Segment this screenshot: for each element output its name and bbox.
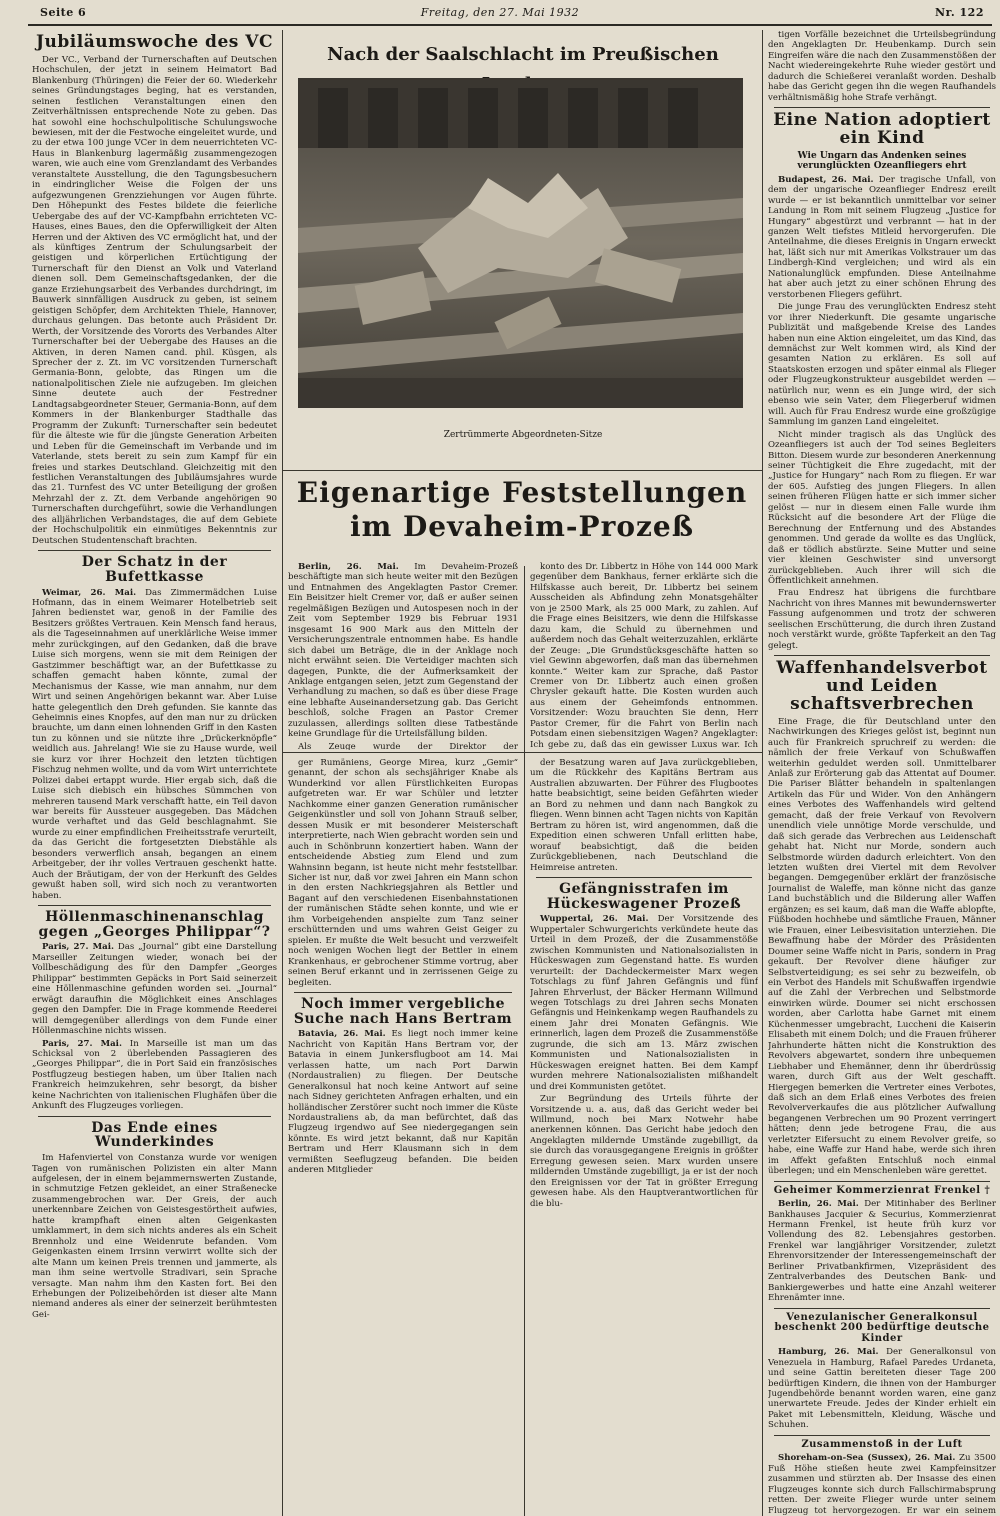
lower-center-column-1 bbox=[288, 758, 518, 1516]
dateline: Batavia, 26. Mai. bbox=[298, 1029, 386, 1040]
article-text: Frau Endresz hat übrigens die furchtbare Nachricht von ihres Mannes mit bewundernswerter Fassung aufgenommen und trotz der schweren seelischen Erschütterung, die durch ihren Zustand noch verstärkt wurde, größte Tapferkeit an den Tag gelegt. bbox=[768, 588, 996, 651]
parliament-photo bbox=[298, 78, 743, 408]
article-text: Die junge Frau des verunglückten Endresz steht vor ihrer Niederkunft. Die gesamte ungarische Publizität und maßgebende Kreise des Landes haben nun eine Aktion eingeleitet, um das Kind, das demnächst zur Welt kommen wird, als Kind der gesamten Nation zu erklären. Es soll auf Staatskosten erzogen und später einmal als Flieger oder Flugzeugkonstrukteur ausgebildet werden — natürlich nur, wenn es ein Junge wird, der sich ebenso wie sein Vater, dem Fliegerberuf widmen will. Auch für Frau Endresz wurde eine großzügige Sammlung im ganzen Land eingeleitet. bbox=[768, 302, 996, 428]
article-divider bbox=[38, 905, 271, 906]
article-text: Zur Begründung des Urteils führte der Vorsitzende u. a. aus, daß das Gericht weder bei Willmund, noch bei Marx Notwehr habe anerkennen können. Das Gericht habe jedoch den Angeklagten mildernde Umstände zugebilligt, da sie durch das vorausgegangene Ereignis in größter Erregung gewesen seien. Marx wurden unsere mildernden Umstände zugebilligt, ja er ist der noch den Ereignissen vor der Tat in größter Erregung gewesen habe. Als den Hauptverantwortlichen für die blu- bbox=[530, 1094, 758, 1209]
section-rule bbox=[282, 752, 762, 753]
main-headline bbox=[282, 476, 762, 544]
article-divider bbox=[774, 107, 990, 108]
article-divider bbox=[294, 992, 512, 993]
article-text: Paris, 27. Mai. In Marseille ist man um das Schicksal von 2 überlebenden Passagieren des „Georges Philippar“, die in Port Said ein französisches Postflugzeug bestiegen haben, um über Italien nach Frankreich heimzukehren, sehr besorgt, da bisher keine Nachrichten von italienischen Flughäfen über die Ankunft des Flugzeuges vorliegen. bbox=[32, 1038, 277, 1112]
lower-center-column-2 bbox=[530, 758, 758, 1516]
article-text: ger Rumäniens, George Mirea, kurz „Gemir“ genannt, der schon als sechsjähriger Knabe als Wunderkind vor allen Fürstlichkeiten Europas aufgetreten war. Er war Schüler und letzter Nachkomme einer ganzen Generation rumänischer Geigenkünstler und soll von Johann Strauß selber, dessen Musik er mit besonderer Meisterschaft interpretierte, nach Wien gebracht worden sein und auch in Schönbrunn konzertiert haben. Wann der entscheidende Abstieg zum Elend und zum Wahnsinn begann, ist heute nicht mehr feststellbar. Sicher ist nur, daß vor zwei Jahren ein Mann schon in den ersten Nachkriegsjahren als Bettler und Bagant auf den verschiedenen Eisenbahnstationen der rumänischen Städte sehen konnte, und wie er ihm Vorbeigehenden anspielte zum Tanz seiner erschütternden und ums wahren Geist Geiger zu spielen. Er mußte die Welt besucht und verzweifelt noch wenigen Wochen liegt der Bettler in einem Krankenhaus, er gebrochener Stimme vortrug, aber seinen Beruf erkannt und in zerrissenen Geige zu begleiten. bbox=[288, 758, 518, 988]
article-text: Hamburg, 26. Mai. Der Generalkonsul von Venezuela in Hamburg, Rafael Paredes Urdaneta, und seine Gattin bereiteten dieser Tage 200 bedürftigen Kindern, die ihnen von der Hamburger Jugendbehörde benannt worden waren, eine ganz unerwartete Freude. Jedes der Kinder erhielt ein Paket mit Lebensmitteln, Kleidung, Wäsche und Schuhen. bbox=[768, 1347, 996, 1431]
column-rule bbox=[524, 566, 525, 1516]
article-divider bbox=[774, 1435, 990, 1436]
article-text: tigen Vorfälle bezeichnet die Urteilsbegründung den Angeklagten Dr. Heubenkamp. Durch sein Eingreifen wäre die nach den Zusammenstößen der Nacht wiedereingekehrte Ruhe wieder gestört und dadurch die Schießerei veranlaßt worden. Deshalb habe das Gericht gegen ihn die wegen Raufhandels verhältnismäßig hohe Strafe verhängt. bbox=[768, 30, 996, 103]
article-divider bbox=[774, 1308, 990, 1309]
article-subheadline: Wie Ungarn das Andenken seines verunglückten Ozeanfliegers ehrt bbox=[797, 150, 967, 172]
dateline: Berlin, 26. Mai. bbox=[298, 562, 399, 572]
article-headline: Der Schatz in der Bufettkasse bbox=[81, 554, 228, 585]
issue-date: Freitag, den 27. Mai 1932 bbox=[420, 6, 580, 19]
photo-feature bbox=[288, 40, 758, 466]
photo-caption: Zertrümmerte Abgeordneten-Sitze bbox=[443, 430, 603, 440]
article-divider bbox=[536, 877, 752, 878]
article-headline: Waffenhandelsverbot und Leiden schaftsverbrechen bbox=[776, 658, 988, 714]
dateline: Paris, 27. Mai. bbox=[42, 1038, 122, 1049]
article-headline: Jubiläumswoche des VC bbox=[36, 32, 273, 52]
column-rule bbox=[762, 30, 763, 1516]
dateline: Shoreham-on-Sea (Sussex), 26. Mai. bbox=[778, 1453, 956, 1464]
article-text: Budapest, 26. Mai. Der tragische Unfall, von dem der ungarische Ozeanflieger Endresz ereilt wurde — er ist bekanntlich unmittelbar vor seiner Landung in Rom mit seinem Flugzeug „Justice for Hungary“ abgestürzt und verbrannt — hat in der ganzen Welt tiefstes Mitleid hervorgerufen. Die Anteilnahme, die dieses Ereignis in Ungarn erweckt hat, läßt sich nur mit Amerikas Volkstrauer um das Lindbergh-Kind vergleichen; und wird als ein Nationalunglück empfunden. Diese Anteilnahme hat aber auch jetzt zu einer schönen Ehrung des verstorbenen Fliegers geführt. bbox=[768, 174, 996, 300]
dateline: Weimar, 26. Mai. bbox=[42, 587, 137, 598]
main-headline-line1: Eigenartige Feststellungen bbox=[296, 476, 748, 509]
dateline: Berlin, 26. Mai. bbox=[778, 1199, 859, 1210]
article-divider bbox=[774, 655, 990, 656]
masthead-rule bbox=[28, 24, 992, 26]
article-text: Shoreham-on-Sea (Sussex), 26. Mai. Zu 3500 Fuß Höhe stießen heute zwei Kampfeinsitzer zusammen und stürzten ab. Der Insasse des einen Flugzeuges konnte sich durch Fallschirmabsprung retten. Der zweite Flieger wurde unter seinem Flugzeug tot hervorgezogen. Er war ein seinem bbox=[768, 1453, 996, 1516]
article-text: Eine Frage, die für Deutschland unter den Nachwirkungen des Krieges gelöst ist, beginnt nun auch für Frankreich spruchreif zu werden: die nämlich der freie Verkauf von Schußwaffen weiterhin geduldet werden soll. Unmittelbarer Anlaß zur Erörterung gab das Attentat auf Doumer. Die Pariser Blätter behandeln in spaltenlangen Artikeln das Für und Wider. Von den Anhängern eines Verbotes des Waffenhandels wird geltend gemacht, daß der freie Verkauf von Revolvern unendlich viele unnötige Morde verschulde, und daß sich gerade das Verbrechen aus Leidenschaft gehabt hat. Nicht nur Morde, sondern auch Selbstmorde würden dadurch erleichtert. Von den letzten wußten drei Viertel mit dem Revolver begangen. Demgegenüber erklärt der französische Journalist de Waleffe, man könne nicht das ganze Land buchstäblich und die Bilderung aller Waffen ergänzen; es sei kaum, daß man die Waffe ablopfte, Füßboden hochhebe und sämtliche Frauen, Männer wie Frauen, einer Leibesvisitation unterziehen. Die Bewaffnung habe der Mörder des Präsidenten Doumer seine Waffe nicht in Paris, sondern in Prag gekauft. Der Revolver diene häufiger zur Selbstverteidigung; es sei sehr zu bezweifeln, ob ein Verbot des Handels mit Schußwaffen irgendwie auf die Zahl der Verbrechen und Selbstmorde einwirken würde. Doumer sei nicht erschossen worden, aber Carlotta habe Garnet mit einem Küchenmesser umgebracht, Luccheni die Kaiserin Elisabeth mit einem Dolch; und die Frauen früherer Jahrhunderte hätten nicht die Konstruktion des Revolvers abgewartet, sondern ihre unbequemen Liebhaber und Ehemänner, denn ihr überdrüssig waren, durch Gift aus der Welt geschafft. Hiergegen bemerken die Vertreter eines Verbotes, daß sich an dem Erlaß eines Verbotes des freien Revolververkaufes die aus plötzlicher Aufwallung begangenen Verbrechen um 90 Prozent verringert hätten; denn jede betrogene Frau, die aus verletzter Eifersucht zu einem Revolver greife, so habe, eine Waffe zur Hand habe, werde sich ihren im Affekt gefaßten Entschluß noch einmal überlegen; und ein Menschenleben wäre gerettet. bbox=[768, 716, 996, 1177]
article-text: Der VC., Verband der Turnerschaften auf Deutschen Hochschulen, der jetzt in seinem Heimatort Bad Blankenburg (Thüringen) die Feier der 60. Wiederkehr seines Gründungstages beging, hat es verstanden, seinen festlichen Veranstaltungen einen den Zeitverhältnissen entsprechende Note zu geben. Das hat sowohl eine hochschulpolitische Schulungswoche bewiesen, mit der die Festwoche eingeleitet wurde, und zu der etwa 100 junge VCer in dem neuerrichteten VC-Haus in Blankenburg lagermäßig zusammengezogen waren, wie auch eine vom Grenzlandamt des Verbandes veranstaltete Ausstellung, die den Tagungsbesuchern in eindringlicher Weise die Folgen der uns aufgezwungenen Grenzziehungen vor Augen führte. Den Höhepunkt des Festes bildete die feierliche Uebergabe des auf der VC-Kampfbahn errichteten VC-Hauses, eines Baues, den die Opferwilligkeit der Alten Herren und der Aktiven des VC ermöglicht hat, und der als künftiges Zentrum der Schulungsarbeit der geistigen und körperlichen Ertüchtigung der Turnerschaft für den Dienst an Volk und Vaterland dienen soll. Dem Gemeinschaftsgedanken, der die ganze Erziehungsarbeit des Verbandes durchdringt, im Bauwerk sinnfälligen Ausdruck zu geben, ist seinem geistigen Schöpfer, dem Architekten Thiele, Hannover, durchaus gelungen. Das betonte auch Präsident Dr. Werth, der Vorsitzende des Vororts des Verbandes Alter Turnerschafter bei der Uebergabe des Hauses an die Aktiven, in deren Namen cand. phil. Küsgen, als Sprecher der z. Zt. im VC vorsitzenden Turnerschaft Germania-Bonn, gelobte, das Ringen um die nationalpolitischen Ziele nie aufzugeben. Im gleichen Sinne deutete auch der Festredner Landtagsabgeordneter Steuer, Germania-Bonn, auf dem Kommers in der Blankenburger Stadthalle das Programm der Zukunft: Turnerschafter sein bedeutet für die älteste wie für die jüngste Generation Arbeiten und Leben für die Gemeinschaft im Verbande und im Vaterlande, stets bereit zu sein zum Kampf für ein freies und starkes Deutschland. Gleichzeitig mit den festlichen Veranstaltungen des Jubiläumsjahres wurde das 21. Turnfest des VC unter Beteiligung der großen Mehrzahl der z. Zt. dem Verbande angehörigen 90 Turnerschaften durchgeführt, sowie die Verhandlungen des alljährlichen Verbandstages, die auf dem Gebiete der Hochschulpolitik ein einmütiges Bekenntnis zur Deutschen Studentenschaft brachten. bbox=[32, 54, 277, 546]
dateline: Wuppertal, 26. Mai. bbox=[540, 914, 649, 925]
article-text: Wuppertal, 26. Mai. Der Vorsitzende des Wuppertaler Schwurgerichts verkündete heute das Urteil in dem Prozeß, der die Zusammenstöße zwischen Kommunisten und Nationalsozialisten in Hückeswagen zum Gegenstand hatte. Es wurden verurteilt: der Dachdeckermeister Marx wegen Totschlags zu fünf Jahren Gefängnis und fünf Jahren Ehrverlust, der Bäcker Hermann Willmund wegen Totschlags zu drei Jahren sechs Monaten Gefängnis und Heinkenkamp wegen Raufhandels zu einem Jahr drei Monaten Gefängnis. Wie erinnerlich, lagen dem Prozeß die Zusammenstöße zugrunde, die sich am 13. März zwischen Kommunisten und Nationalsozialisten in Hückeswagen ereignet hatten. Bei dem Kampf wurden mehrere Nationalsozialisten mißhandelt und drei Kommunisten getötet. bbox=[530, 914, 758, 1092]
article-divider bbox=[38, 1116, 271, 1117]
column-rule bbox=[282, 30, 283, 1516]
article-divider bbox=[774, 1181, 990, 1182]
article-headline: Das Ende eines Wunderkindes bbox=[91, 1119, 218, 1151]
article-text: konto des Dr. Libbertz in Höhe von 144 000 Mark gegenüber dem Bankhaus, ferner erklärte sich die Hilfskasse auch bereit, Dr. Libbertz bei seinem Ausscheiden als Abfindung zehn Monatsgehälter von je 2500 Mark, als 25 000 Mark, zu zahlen. Auf die Frage eines Beisitzers, wie denn die Hilfskasse dazu kam, die Schuld zu übernehmen und außerdem noch das Gehalt weiterzuzahlen, erklärte der Zeuge: „Die Grundstücksgeschäfte hatten so viel Gewinn abgeworfen, daß man das übernehmen konnte.“ Weiter kam zur Sprache, daß Pastor Cremer von Dr. Libbertz auch einen großen Chrysler gekauft hatte. Die Kosten wurden auch aus einem der Geheimfonds entnommen. Vorsitzender: Wozu brauchten Sie denn, Herr Pastor Cremer, für die Fahrt von Berlin nach Potsdam einen siebensitzigen Wagen? Angeklagter: Ich gebe zu, daß das ein gewisser Luxus war. Ich bbox=[530, 562, 758, 750]
article-headline: Gefängnisstrafen im Hückeswagener Prozeß bbox=[546, 880, 742, 912]
article-headline: Eine Nation adoptiert ein Kind bbox=[773, 110, 991, 149]
photo-headline: Nach der Saalschlacht im Preußischen bbox=[327, 44, 719, 65]
article-text: Als Zeuge wurde der Direktor der bbox=[298, 741, 518, 750]
page-number: Seite 6 bbox=[40, 6, 87, 19]
article-headline: Geheimer Kommerzienrat Frenkel † bbox=[773, 1184, 991, 1196]
devaheim-column-2 bbox=[530, 562, 758, 750]
dateline: Hamburg, 26. Mai. bbox=[778, 1347, 879, 1358]
article-divider bbox=[38, 550, 271, 551]
article-text: Im Hafenviertel von Constanza wurde vor wenigen Tagen von rumänischen Polizisten ein alter Mann aufgelesen, der in einem bejammernswerten Zustande, in schmutzige Fetzen gekleidet, an einer Straßenecke zusammengebrochen war. Der Greis, der auch unerkennbare Zeichen von Geistesgestörtheit aufwies, hatte krampfhaft einen alten Geigenkasten umklammert, in dem sich nichts anderes als ein Scheit Brennholz und eine Weidenrute befanden. Vom Geigenkasten einem Irrsinn verwirrt wollte sich der alte Mann um keinen Preis trennen und jammerte, als man ihm seine wertvolle Stradivari, sein Sprache versagte. Man nahm ihm den Kasten fort. Bei den Erhebungen der Polizeibehörden ist dieser alte Mann niemand anderes als einer der seinerzeit berühmtesten Gei- bbox=[32, 1153, 277, 1320]
article-headline: Noch immer vergebliche Suche nach Hans Bertram bbox=[293, 995, 513, 1027]
dateline: Paris, 27. Mai. bbox=[42, 942, 114, 953]
article-headline: Venezulanischer Generalkonsul beschenkt 200 bedürftige deutsche Kinder bbox=[774, 1311, 990, 1344]
issue-number: Nr. 122 bbox=[935, 6, 984, 19]
article-text: der Besatzung waren auf Java zurückgeblieben, um die Rückkehr des Kapitäns Bertram aus Australien abzuwarten. Der Führer des Flugbootes hatte beabsichtigt, seine beiden Gefährten wieder an Bord zu nehmen und dann nach Bangkok zu fliegen. Wenn binnen acht Tagen nichts von Kapitän Bertram zu hören ist, wird angenommen, daß die Expedition einen schweren Unfall erlitten habe, worauf beabsichtigt, daß die beiden Zurückgebliebenen, nach Deutschland die Heimreise antreten. bbox=[530, 758, 758, 873]
article-headline: Höllenmaschinenanschlag gegen „Georges Philippar“? bbox=[38, 909, 271, 940]
photo-image bbox=[298, 78, 743, 408]
article-text: Weimar, 26. Mai. Das Zimmermädchen Luise Hofmann, das in einem Weimarer Hotelbetrieb seit Jahren bedienstet war, genoß in der Familie des Besitzers größtes Vertrauen. Kein Mensch fand heraus, als die Tageseinnahmen auf unerklärliche Weise immer mehr zurückgingen, auf den Gedanken, daß die brave Luise sich morgens, wenn sie mit dem Reinigen der Gastzimmer beschäftigt war, an der Bufettkasse zu schaffen gemacht haben könnte, zumal der Mechanismus der Kasse, wie man annahm, nur dem Wirt und seinen Angehörigen bekannt war. Aber Luise hatte gelegentlich den Dreh gefunden. Sie kannte das Geheimnis eines Knopfes, auf den man nur zu drücken brauchte, um dann einen lohnenden Griff in den Kasten tun zu können und sie nützte ihre „Drückerknöpfle“ weidlich aus. Jahrelang! Wie sie zu Hause wurde, weil sie kurz vor ihrer Hochzeit den letzten tüchtigen Fischzug nehmen wollte, und da vom Wirt unterrichtete Polizei dabei ertappt wurde. Hier ergab sich, daß die Luise sich diebisch ein hübsches Sümmchen von mehreren tausend Mark verschafft hatte, ein Teil davon war bereits für Aussteuer ausgegeben. Das Mädchen wurde verhaftet und das Geld beschlagnahmt. Sie wurde zu einer empfindlichen Freiheitsstrafe verurteilt, da das Gericht die fortgesetzten Diebstähle als besonders verwerflich ansah, begangen an einem Arbeitgeber, der ihr volles Vertrauen geschenkt hatte. Auch der Bräutigam, der von der Herkunft des Geldes gewußt haben soll, wird sich noch zu verantworten haben. bbox=[32, 587, 277, 901]
article-text: Berlin, 26. Mai. Der Mitinhaber des Berliner Bankhauses Jacquier & Securius, Kommerzienrat Hermann Frenkel, ist heute früh kurz vor Vollendung des 82. Lebensjahres gestorben. Frenkel war langjähriger Vorsitzender, zuletzt Ehrenvorsitzender der Interessengemeinschaft der Berliner Privatbankfirmen, Vizepräsident des Zentralverbandes des Deutschen Bank- und Bankiergewerbes und hatte eine Anzahl weiterer Ehrenämter inne. bbox=[768, 1199, 996, 1304]
article-text: Batavia, 26. Mai. Es liegt noch immer keine Nachricht von Kapitän Hans Bertram vor, der Batavia in einem Junkersflugboot am 14. Mai verlassen hatte, um nach Port Darwin (Nordaustralien) zu fliegen. Der Deutsche Generalkonsul hat noch keine Antwort auf seine nach Sidney gerichteten Anfragen erhalten, und ein holländischer Zerstörer sucht noch immer die Küste Nordaustraliens ab, da man befürchtet, daß das Flugzeug irgendwo auf See niedergegangen sein könnte. Es wird jetzt bekannt, daß nur Kapitän Bertram und Herr Klausmann sich in dem vermißten Seeflugzeug befanden. Die beiden anderen Mitglieder bbox=[288, 1029, 518, 1176]
right-column bbox=[768, 30, 996, 1516]
section-rule bbox=[282, 470, 762, 471]
left-column bbox=[32, 30, 277, 1516]
article-text: Nicht minder tragisch als das Unglück des Ozeanfliegers ist auch der Tod seines Begleiters Bitton. Diesem wurde zur besonderen Anerkennung seiner Tüchtigkeit die Ehre zugedacht, mit der „Justice for Hungary“ nach Rom zu fliegen. Er war der 605. Aufstieg des jungen Fliegers. In allen seinen früheren Flügen hatte er sich immer sicher gelöst — nur in diesem einen Falle wurde ihm Rücksicht auf die besondere Art der Flüge die Berechnung der Entfernung und des Abstandes genommen. Und gerade da wollte es das Unglück, daß er tödlich abstürzte. Seine Mutter und seine vier kleinen Geschwister sind unversorgt zurückgeblieben. Auch ihrer will sich die Öffentlichkeit annehmen. bbox=[768, 429, 996, 586]
article-text: Berlin, 26. Mai. Im Devaheim-Prozeß beschäftigte man sich heute weiter mit den Bezügen und Entnahmen des Angeklagten Pastor Cremer. Ein Beisitzer hielt Cremer vor, daß er außer seinen regelmäßigen Bezügen und Autospesen noch in der Zeit vom September 1929 bis Februar 1931 insgesamt 16 900 Mark aus den Mitteln der Versicherungszentrale entnommen habe. Es handle sich dabei um Beträge, die in der Anklage noch nicht erwähnt seien. Die Verteidiger machten sich dagegen, Punkte, die der Aufmerksamkeit der Anklage entgangen seien, jetzt zum Gegenstand der Verhandlung zu machen, so daß es über diese Frage eine lebhafte Auseinandersetzung gab. Das Gericht beschloß, solche Fragen an Pastor Cremer zuzulassen, allerdings sollten diese Tatbestände keine Grundlage für die Urteilsfällung bilden. bbox=[288, 562, 518, 740]
devaheim-column-1 bbox=[288, 562, 518, 750]
article-text: Paris, 27. Mai. Das „Journal“ gibt eine Darstellung Marseiller Zeitungen wieder, wonach bei der Vollbeschädigung des für den Dampfer „Georges Philippar“ bestimmten Gepäcks in Port Said seinerzeit eine Höllenmaschine gefunden worden sei. „Journal“ erwägt daraufhin die Möglichkeit eines Anschlages gegen den Dampfer. Die in Frage kommende Reederei will demgegenüber allerdings von dem Funde einer Höllenmaschine nichts wissen. bbox=[32, 942, 277, 1037]
main-headline-line2: im Devaheim-Prozeß bbox=[349, 510, 695, 543]
article-headline: Zusammenstoß in der Luft bbox=[801, 1438, 963, 1450]
dateline: Budapest, 26. Mai. bbox=[778, 174, 874, 185]
